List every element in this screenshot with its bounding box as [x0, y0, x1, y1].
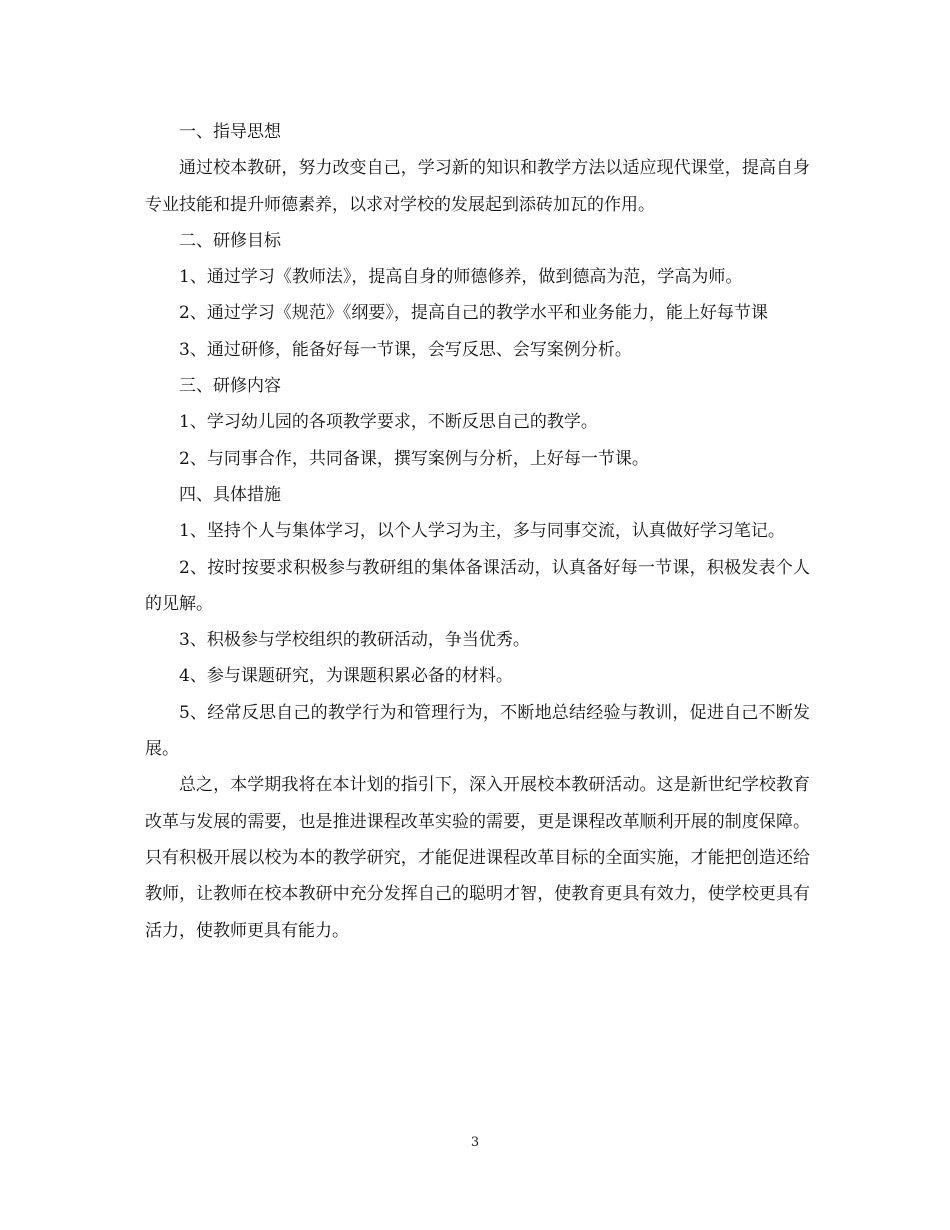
- list-item: 1、坚持个人与集体学习，以个人学习为主，多与同事交流，认真做好学习笔记。: [179, 521, 785, 542]
- list-item: 1、通过学习《教师法》，提高自身的师德修养，做到德高为范，学高为师。: [179, 267, 743, 288]
- list-item: 3、通过研修，能备好每一节课，会写反思、会写案例分析。: [179, 339, 632, 360]
- list-item: 2、与同事合作，共同备课，撰写案例与分析，上好每一节课。: [179, 448, 649, 469]
- page-number: 3: [470, 1135, 480, 1150]
- list-item: 3、积极参与学校组织的教研活动，争当优秀。: [179, 630, 530, 651]
- conclusion-paragraph: 总之，本学期我将在本计划的指引下，深入开展校本教研活动。这是新世纪学校教育改革与发展的需要，也是推进课程改革实验的需要，更是课程改革顺利开展的制度保障。只有积极开展以校为本的教学研究，才能促进课程改革目标的全面实施，才能把创造还给教师，让教师在校本教研中充分发挥自己的聪明才智，使教育更具有效力，使学校更具有活力，使教师更具有能力。: [145, 775, 810, 941]
- document-body: [145, 114, 810, 949]
- section-heading-training-content: 三、研修内容: [179, 376, 281, 397]
- section-heading-guiding-ideology: 一、指导思想: [179, 122, 281, 142]
- list-item: 1、学习幼儿园的各项教学要求，不断反思自己的教学。: [179, 412, 598, 433]
- section-heading-specific-measures: 四、具体措施: [179, 484, 281, 505]
- paragraph: 通过校本教研，努力改变自己，学习新的知识和教学方法以适应现代课堂，提高自身专业技能和提升师德素养，以求对学校的发展起到添砖加瓦的作用。: [145, 158, 810, 215]
- list-item: 2、通过学习《规范》《纲要》，提高自己的教学水平和业务能力，能上好每节课: [179, 303, 768, 324]
- list-item: 2、按时按要求积极参与教研组的集体备课活动，认真备好每一节课，积极发表个人的见解。: [145, 557, 810, 614]
- list-item: 5、经常反思自己的教学行为和管理行为，不断地总结经验与教训，促进自己不断发展。: [145, 702, 810, 760]
- list-item: 4、参与课题研究，为课题积累必备的材料。: [179, 666, 513, 687]
- section-heading-training-goals: 二、研修目标: [179, 230, 281, 251]
